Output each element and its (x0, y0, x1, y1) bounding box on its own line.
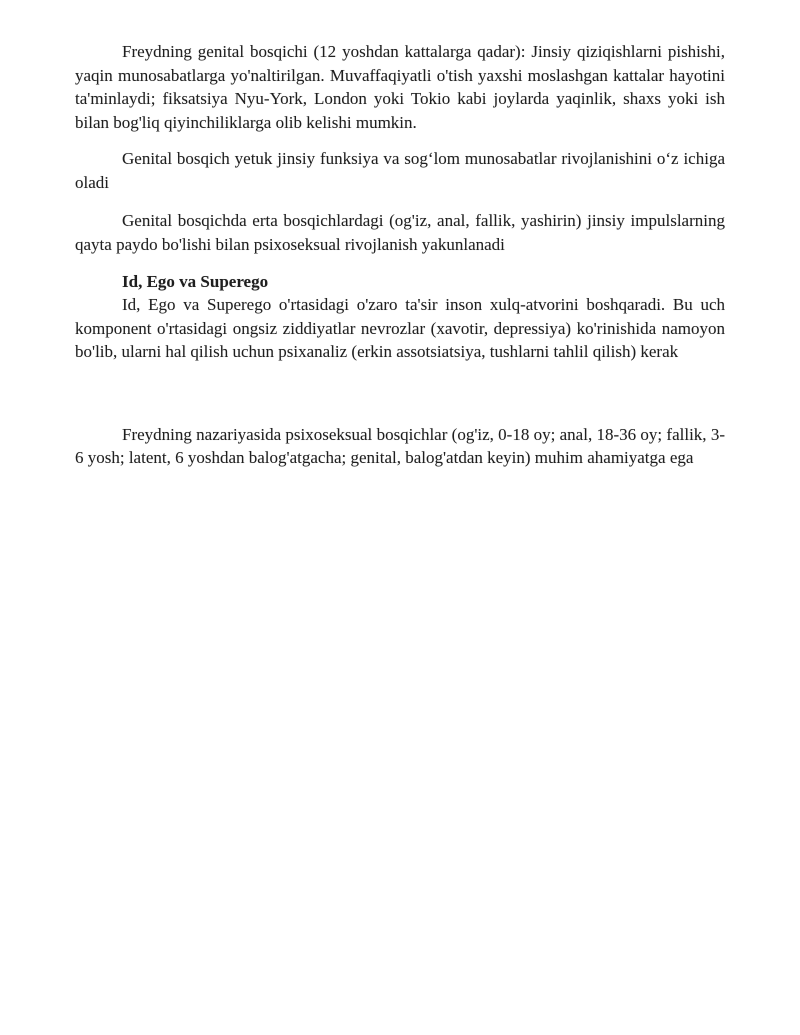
section-heading-id-ego-superego: Id, Ego va Superego (122, 272, 269, 291)
paragraph-genital-function: Genital bosqich yetuk jinsiy funksiya va sog‘lom munosabatlar rivojlanishini o‘z ichiga oladi (75, 149, 725, 192)
paragraph-psychosexual-stages: Freydning nazariyasida psixoseksual bosqichlar (og'iz, 0-18 oy; anal, 18-36 oy; fallik, 3-6 yosh; latent, 6 yoshdan balog'atgacha; genital, balog'atdan keyin) muhim ahamiyatga ega (75, 424, 725, 467)
paragraph-spacer (75, 134, 725, 147)
paragraph-id-ego-superego: Id, Ego va Superego o'rtasidagi o'zaro ta'sir inson xulq-atvorini boshqaradi. Bu uch komponent o'rtasidagi ongsiz ziddiyatlar nevrozlar (xavotir, depressiya) ko'rinishida namoyon bo'lib, ularni hal qilish uchun psixanaliz (erkin assotsiatsiya, tushlarni tahlil qilish) kerak (75, 295, 725, 361)
paragraph-spacer (75, 364, 725, 423)
document-page (75, 40, 725, 470)
paragraph-spacer (75, 194, 725, 209)
paragraph-spacer (75, 256, 725, 271)
paragraph-psychosexual-completion: Genital bosqichda erta bosqichlardagi (og'iz, anal, fallik, yashirin) jinsiy impulslarning qayta paydo bo'lishi bilan psixoseksual rivojlanish yakunlanadi (75, 211, 725, 254)
paragraph-genital-stage: Freydning genital bosqichi (12 yoshdan kattalarga qadar): Jinsiy qiziqishlarni pishishi, yaqin munosabatlarga yo'naltirilgan. Muvaffaqiyatli o'tish yaxshi moslashgan kattalar hayotini ta'minlaydi; fiksatsiya Nyu-York, London yoki Tokio kabi joylarda yaqinlik, shaxs yoki ish bilan bog'liq qiyinchiliklarga olib kelishi mumkin. (75, 42, 725, 132)
